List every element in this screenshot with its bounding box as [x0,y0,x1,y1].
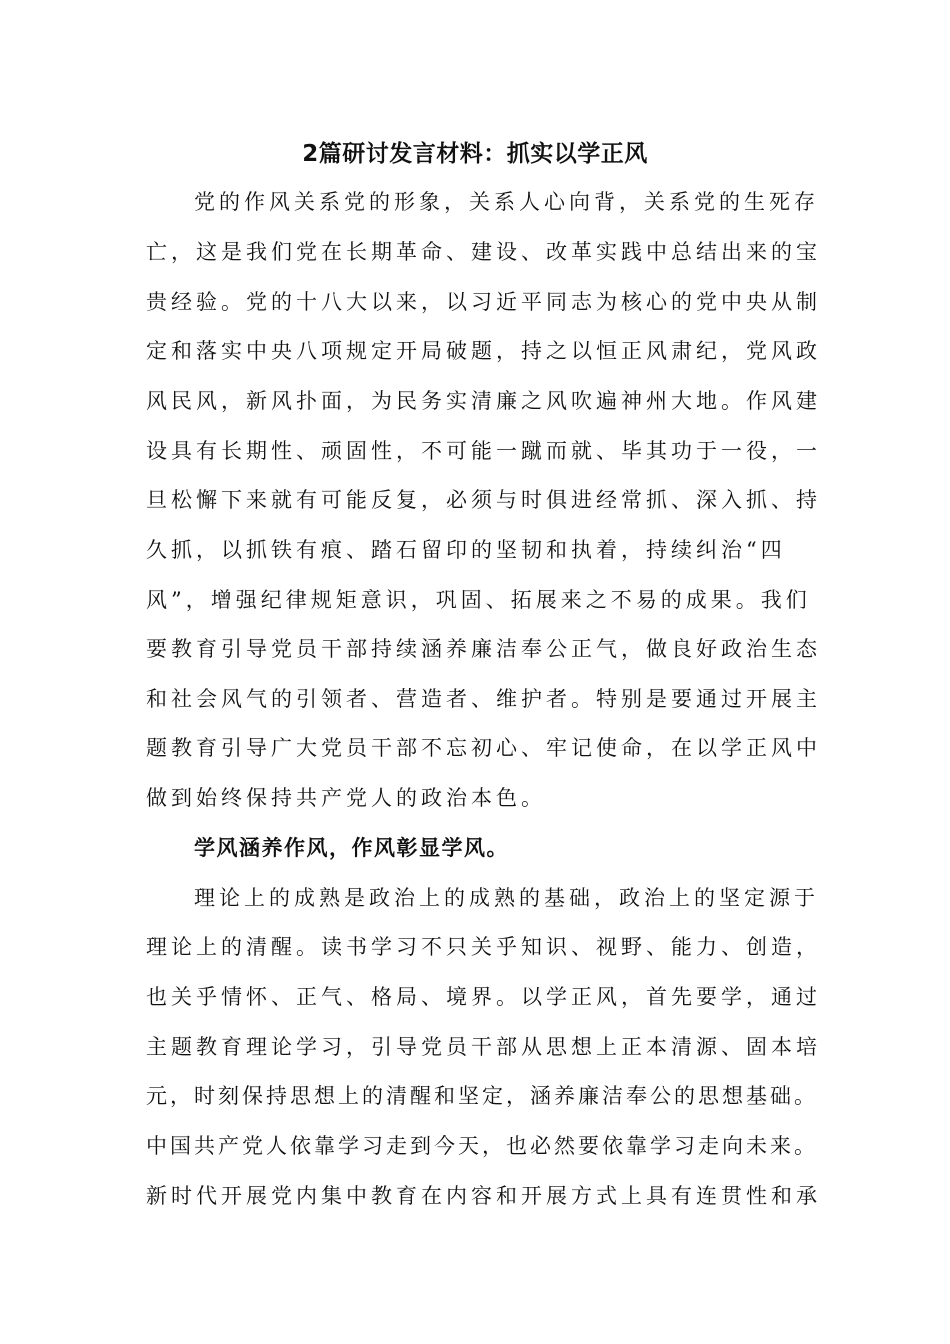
paragraph-1-line-8: 久抓，以抓铁有痕、踏石留印的坚韧和执着，持续纠治“四 [146,538,786,562]
paragraph-1-line-3: 贵经验。党的十八大以来，以习近平同志为核心的党中央从制 [146,290,821,314]
paragraph-1-line-4: 定和落实中央八项规定开局破题，持之以恒正风肃纪，党风政 [146,339,821,363]
paragraph-1-line-10: 要教育引导党员干部持续涵养廉洁奉公正气，做良好政治生态 [146,637,821,661]
paragraph-1-line-7: 旦松懈下来就有可能反复，必须与时俱进经常抓、深入抓、持 [146,488,821,512]
paragraph-2-line-6: 中国共产党人依靠学习走到今天，也必然要依靠学习走向未来。 [146,1134,818,1158]
paragraph-2-line-7: 新时代开展党内集中教育在内容和开展方式上具有连贯性和承 [146,1184,821,1208]
paragraph-1-line-13: 做到始终保持共产党人的政治本色。 [146,786,546,810]
paragraph-1-line-5: 风民风，新风扑面，为民务实清廉之风吹遍神州大地。作风建 [146,389,821,413]
paragraph-1-line-9: 风”，增强纪律规矩意识，巩固、拓展来之不易的成果。我们 [146,588,811,612]
paragraph-1-line-12: 题教育引导广大党员干部不忘初心、牢记使命，在以学正风中 [146,736,821,760]
paragraph-1-line-1: 党的作风关系党的形象，关系人心向背，关系党的生死存 [194,190,819,214]
paragraph-2-line-1: 理论上的成熟是政治上的成熟的基础，政治上的坚定源于 [194,886,819,910]
section-heading: 学风涵养作风，作风彰显学风。 [194,836,509,860]
document-title: 2篇研讨发言材料：抓实以学正风 [302,141,648,167]
paragraph-2-line-3: 也关乎情怀、正气、格局、境界。以学正风，首先要学，通过 [146,985,821,1009]
paragraph-2-line-4: 主题教育理论学习，引导党员干部从思想上正本清源、固本培 [146,1035,821,1059]
paragraph-2-line-2: 理论上的清醒。读书学习不只关乎知识、视野、能力、创造， [146,935,821,959]
paragraph-1-line-11: 和社会风气的引领者、营造者、维护者。特别是要通过开展主 [146,687,821,711]
paragraph-1-line-2: 亡，这是我们党在长期革命、建设、改革实践中总结出来的宝 [146,240,821,264]
paragraph-2-line-5: 元，时刻保持思想上的清醒和坚定，涵养廉洁奉公的思想基础。 [146,1084,818,1108]
paragraph-1-line-6: 设具有长期性、顽固性，不可能一蹴而就、毕其功于一役，一 [146,439,821,463]
